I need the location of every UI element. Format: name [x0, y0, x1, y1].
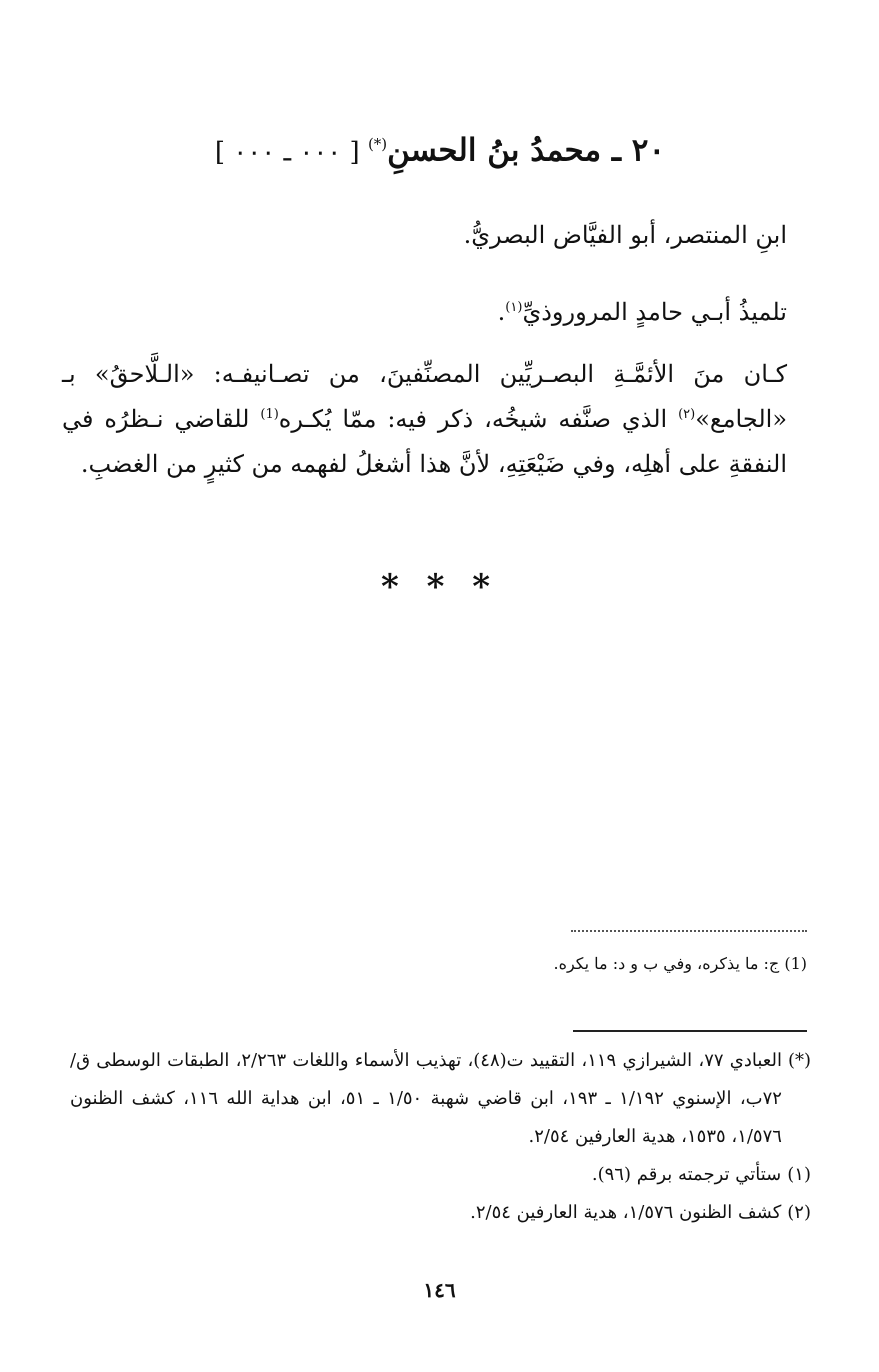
footnote-marker: (٢)	[787, 1202, 811, 1223]
footnote-item	[70, 1194, 811, 1232]
entry-number: ٢٠ ـ	[601, 132, 666, 169]
footnote-text: ستأتي ترجمته برقم (٩٦).	[591, 1164, 782, 1185]
page-number: ١٤٦	[423, 1278, 456, 1302]
footnote-divider	[573, 1030, 807, 1032]
dotted-divider	[571, 930, 807, 932]
footnote-text: كشف الظنون ١/٥٧٦، هدية العارفين ٢/٥٤.	[470, 1202, 782, 1223]
footnote-ref: (١)	[505, 300, 523, 315]
footnote-ref: (٢)	[678, 407, 696, 422]
entry-heading	[120, 118, 760, 178]
student-line	[498, 292, 787, 332]
paragraph-part: الذي صنَّفه شيخُه، ذكر فيه: ممّا يُكـره	[278, 405, 679, 433]
body-paragraph	[62, 352, 787, 487]
entry-name: محمدُ بنُ الحسنِ	[387, 132, 602, 169]
footnote-item	[70, 1156, 811, 1194]
student-end: .	[497, 298, 506, 326]
paragraph-part: كـان منَ الأئمَّـةِ البصـريِّين المصنِّفينَ، من تصـانيفـه: «الـلَّاحقُ» بـ «الجامع»	[62, 360, 788, 433]
footnote-marker: (١)	[787, 1164, 811, 1185]
paragraph-part: للقاضي نـظرُه في النفقةِ على أهلِه، وفي ضَيْعَتِهِ، لأنَّ هذا أشغلُ لفهمه من كثيرٍ من الغضبِ.	[62, 405, 787, 478]
variant-note: (1) ج: ما يذكره، وفي ب و د: ما يكره.	[553, 954, 807, 973]
footnote-item	[70, 1042, 811, 1156]
entry-dates: [ ٠٠٠ ـ ٠٠٠ ]	[214, 137, 368, 168]
footnote-marker: (*)	[787, 1050, 811, 1071]
student-text: تلميذُ أبـي حامدٍ المروروذيِّ	[522, 298, 787, 326]
footnote-ref: (1)	[260, 407, 279, 422]
heading-footnote-marker: (*)	[367, 135, 388, 153]
lineage-line: ابنِ المنتصر، أبو الفيَّاض البصريُّ.	[463, 221, 787, 249]
footnotes	[70, 1042, 811, 1232]
footnote-text: العبادي ٧٧، الشيرازي ١١٩، التقييد ت(٤٨)، تهذيب الأسماء واللغات ٢/٢٦٣، الطبقات الوسطى ق/٧٢ب، الإسنوي ١/١٩٢ ـ ١٩٣، ابن قاضي شهبة ١/٥٠ ـ ٥١، ابن هداية الله ١١٦، كشف الظنون ١/٥٧٦، ١٥٣٥، هدية العارفين ٢/٥٤.	[70, 1050, 782, 1147]
section-separator: * * *	[380, 567, 498, 607]
